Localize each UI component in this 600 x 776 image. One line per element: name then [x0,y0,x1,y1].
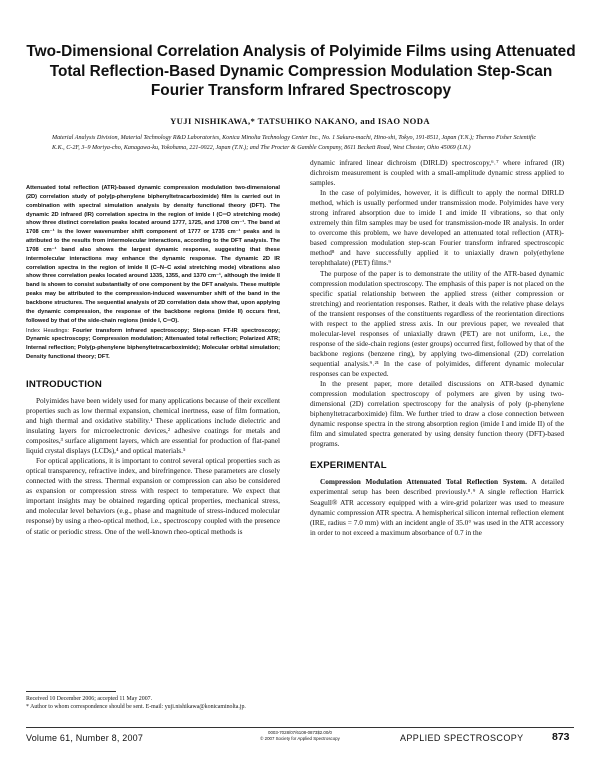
affiliation: Material Analysis Division, Material Technology R&D Laboratories, Konica Minolta Technology Center Inc., No. 1 Sakura-machi, Hino-shi, Tokyo, 191-8511, Japan (Y.N.); Thermo Fisher Scientific K.K., C-2F, 3–9 Moriya-cho, Kanagawa-ku, Yokohama, 221-0022, Japan (T.N.); and The Procter & Gamble Company, 8611 Beckett Road, West Chester, Ohio 45069 (I.N.) [52,135,537,151]
body-paragraph: The purpose of the paper is to demonstrate the utility of the ATR-based dynamic compression modulation spectroscopy. The emphasis of this paper is not placed on the specific spatial relationship between the applied stress (either compression or stretching) and reorientation responses. Rather, it deals with the relative phase delays of the transient responses of the constituents regardless of the reorientation directions with respect to the applied stress axis. In our previous paper, we revealed that molecular-level responses of uniaxially drawn (PET) are not uniform, i.e., the response of the side-chain regions (ester groups) occurred first, followed by that of the backbone regions (benzene ring), by applying two-dimensional (2D) correlation sequential analysis.⁹˒²¹ In the case of polyimides, different dynamic molecular responses can be expected. [310,268,564,378]
index-headings [26,327,280,362]
body-paragraph: In the present paper, more detailed discussions on ATR-based dynamic compression modulation spectroscopy of polymers are given by using two-dimensional (2D) correlation spectroscopy for the analysis of poly (p-phenylene biphenyltetracarboximide) film. We further tried to draw a close connection between dynamic response spectra in the strong absorption region (imide I and imide II) of the film and simulated spectra generated by using density function theory (DFT)-based programs. [310,379,564,449]
abstract-text: Attenuated total reflection (ATR)-based dynamic compression modulation two-dimensional (2D) correlation study of poly(p-phenylene biphenyltetracarboximide) film is carried out in combination with spectral simulation analysis by density functional theory (DFT). The dynamic 2D infrared (IR) correlation spectra in the region of imide I (C═O stretching mode) show three distinct correlation peaks located around 1777, 1725, and 1708 cm⁻¹. The band at 1708 cm⁻¹ is the lower wavenumber shift component of 1777 or 1735 cm⁻¹ peaks and is attributed to the results from intermolecular interactions, according to the DFT analysis. The 1708 cm⁻¹ band also shows the largest dynamic response, suggesting that these intermolecular interactions may enhance the dynamic response. The dynamic 2D IR correlation spectra in the region of imide II (C–N–C axial stretching mode) vibrations also show three correlation peaks located around 1335, 1355, and 1370 cm⁻¹, although the imide II band is shown to consist substantially of one component by the DFT analysis. These multiple peaks may be attributed to the compression-induced wavenumber shift of the band in the backbone structures. The sequential analysis of 2D correlation data show that, upon applying the dynamic compression, the response of the backbone regions (imide II) occurs first, followed by that of the side-chain regions (imide I, C═O). [26,185,280,324]
doi-info [248,730,352,742]
author-list: YUJI NISHIKAWA,* TATSUHIKO NAKANO, and ISAO NODA [170,116,430,126]
page-number: 873 [552,731,570,743]
journal-name: APPLIED SPECTROSCOPY [400,733,524,743]
footnote-correspondence: * Author to whom correspondence should be sent. E-mail: yuji.nishikawa@konicaminolta.jp. [26,704,246,710]
article-title: Two-Dimensional Correlation Analysis of Polyimide Films using Attenuated Total Reflection-Based Dynamic Compression Modulation Step-Scan Fourier Transform Infrared Spectroscopy [26,43,576,99]
left-column [26,184,280,537]
copyright-line: © 2007 Society for Applied Spectroscopy [260,736,340,741]
body-paragraph: dynamic infrared linear dichroism (DIRLD) spectroscopy,⁶˒⁷ where infrared (IR) dichroism measurement is coupled with a small-amplitude dynamic stress applied to samples. [310,158,564,188]
body-paragraph: In the case of polyimides, however, it is difficult to apply the normal DIRLD method, which is usually performed under transmission mode. Polyimides have very strong infrared absorption due to imide I and imide II vibrations, so that only extremely thin film samples may be used for transmission-mode IR analysis. In order to overcome this problem, we have developed an attenuated total reflection (ATR)-based compression modulation step-scan Fourier transform infrared spectroscopic method⁸ and have successfully applied it to uniaxially drawn poly(ethylene terephthalate) (PET) films.⁹ [310,188,564,268]
volume-info: Volume 61, Number 8, 2007 [26,733,144,743]
intro-paragraph: For optical applications, it is important to control several optical properties such as optical transparency, refractive index, and birefringence. These parameters are closely connected with the stress. Thermal expansion or compression can also be considered as expansion or compression stress with respect to temperature. We expect that important insights may be obtained regarding optical properties, mechanical stress, and molecular level behaviors (e.g., phase and magnitude of stress-induced molecular response) by using a rheo-optical method, i.e., spectroscopy coupled with the presence of static or periodic stress. One of the well-known rheo-optical methods is [26,456,280,536]
doi-line: 0003-7028/07/6108-0873$2.00/0 [268,730,332,735]
index-headings-text: Fourier transform infrared spectroscopy; Step-scan FT-IR spectroscopy; Dynamic spectroscopy; Compression modulation; Attenuated total reflection; Polarized ATR; Internal reflection; Poly(p-phenylene biphenyltetracarboximide); Molecular orbital simulation; Density functional theory; DFT. [26,327,280,361]
experimental-heading: EXPERIMENTAL [310,460,387,472]
abstract [26,184,280,326]
introduction-heading: INTRODUCTION [26,378,102,390]
footnotes [26,695,280,711]
subsection-text: A detailed experimental setup has been described previously.⁸˒⁹ A single reflection Harrick Seagull® ATR accessory equipped with a wire-grid polarizer was used to measure dynamic compression ATR spectra. A hemispherical silicon internal reflection element (IRE, radius = 7.0 mm) with an incident angle of 35.0° was used in the ATR accessory in order to not exceed a maximum absorbance of 0.7 in the [310,477,564,537]
intro-paragraph: Polyimides have been widely used for many applications because of their excellent properties such as low thermal expansion, chemical inertness, ease of film formation, and high thermal and oxidative stability.¹ These applications include dielectric and insulating layers for microelectronic devices,² adhesive coatings for metals and composites,³ surface alignment layers, which are essential for production of flat-panel liquid crystal displays (LCDs),⁴ and optical materials.⁵ [26,395,280,456]
subsection-title: Compression Modulation Attenuated Total Reflection System. [320,477,527,487]
footnote-rule [26,691,116,692]
right-column [310,158,564,538]
footer-rule [26,727,574,728]
index-headings-label: Index Headings: [26,327,70,334]
subsection-paragraph [310,477,564,537]
footnote-received: Received 10 December 2006; accepted 11 May 2007. [26,696,153,702]
